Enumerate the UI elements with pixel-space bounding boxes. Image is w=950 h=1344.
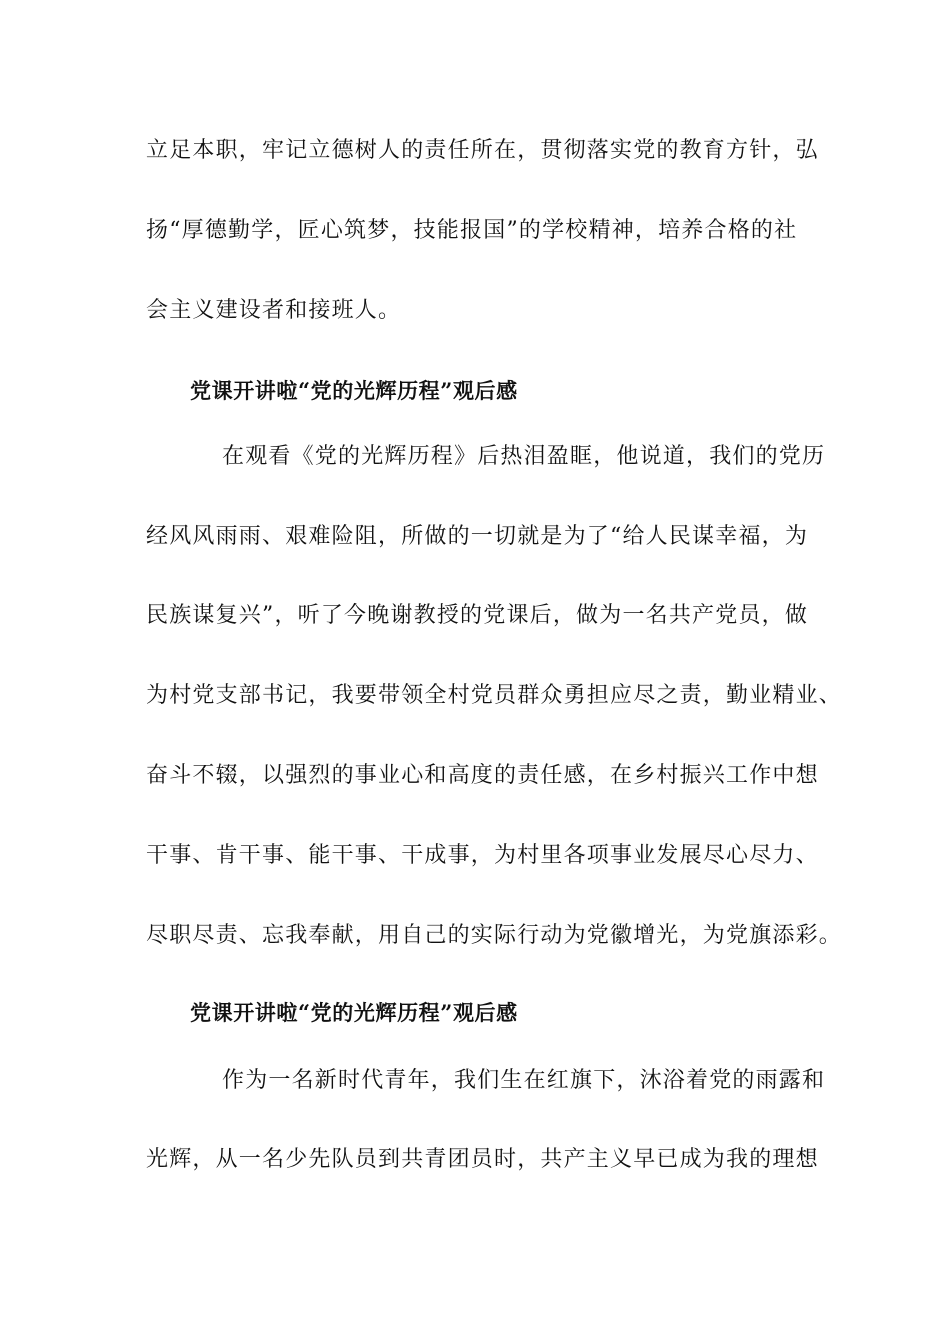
paragraph-line: 民族谋复兴”，听了今晚谢教授的党课后，做为一名共产党员，做 [146, 603, 809, 628]
section-heading: 党课开讲啦“党的光辉历程”观后感 [190, 378, 518, 403]
paragraph-line: 在观看《党的光辉历程》后热泪盈眶，他说道，我们的党历 [222, 444, 826, 469]
paragraph-line: 作为一名新时代青年，我们生在红旗下，沐浴着党的雨露和 [222, 1068, 826, 1093]
paragraph-line: 干事、肯干事、能干事、干成事，为村里各项事业发展尽心尽力、 [146, 843, 819, 868]
paragraph-line: 为村党支部书记，我要带领全村党员群众勇担应尽之责，勤业精业、 [146, 683, 843, 708]
paragraph-line: 立足本职，牢记立德树人的责任所在，贯彻落实党的教育方针，弘 [146, 138, 819, 163]
section-heading: 党课开讲啦“党的光辉历程”观后感 [190, 1000, 518, 1025]
paragraph-line: 会主义建设者和接班人。 [146, 298, 402, 323]
paragraph-line: 经风风雨雨、艰难险阻，所做的一切就是为了“给人民谋幸福，为 [146, 524, 809, 549]
paragraph-line: 奋斗不辍，以强烈的事业心和高度的责任感，在乡村振兴工作中想 [146, 763, 819, 788]
paragraph-line: 光辉，从一名少先队员到共青团员时，共产主义早已成为我的理想 [146, 1147, 819, 1172]
paragraph-line: 尽职尽责、忘我奉献，用自己的实际行动为党徽增光，为党旗添彩。 [146, 923, 843, 948]
paragraph-line: 扬“厚德勤学，匠心筑梦，技能报国”的学校精神，培养合格的社 [146, 218, 798, 243]
